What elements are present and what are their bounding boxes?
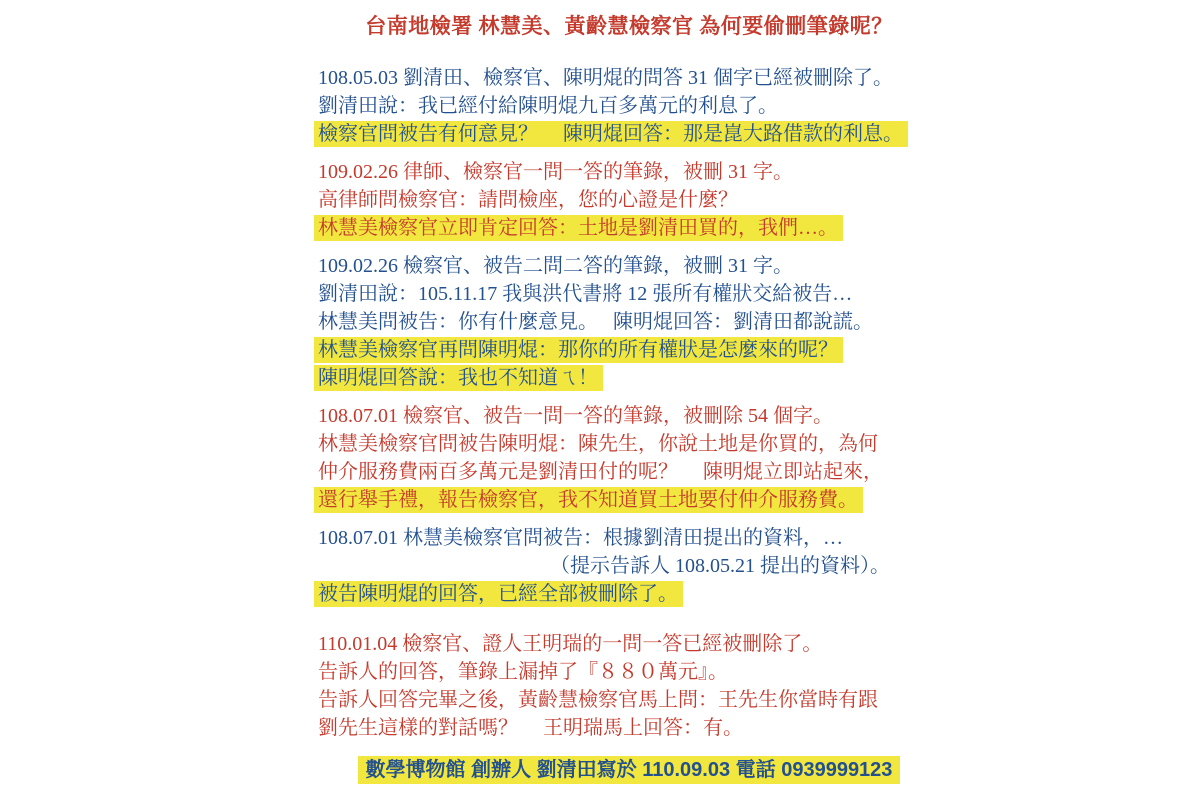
highlighted-text-line: 林慧美檢察官再問陳明焜：那你的所有權狀是怎麼來的呢？: [314, 337, 843, 363]
text-line: 110.01.04 檢察官、證人王明瑞的一問一答已經被刪除了。: [318, 633, 823, 655]
text-line-row: [318, 524, 940, 552]
paragraph-section: [318, 402, 940, 514]
document-body: [318, 64, 940, 742]
text-line-row: [318, 364, 940, 392]
text-line: 109.02.26 檢察官、被告二問二答的筆錄，被刪 31 字。: [318, 255, 793, 277]
text-line: 劉清田說：我已經付給陳明焜九百多萬元的利息了。: [318, 95, 778, 117]
text-line-row: [318, 252, 940, 280]
highlighted-text-line: 還行舉手禮，報告檢察官，我不知道買土地要付仲介服務費。: [314, 487, 863, 513]
text-line: 108.07.01 林慧美檢察官問被告：根據劉清田提出的資料，…: [318, 527, 843, 549]
highlighted-text-line: 林慧美檢察官立即肯定回答：土地是劉清田買的，我們…。: [314, 215, 843, 241]
text-line-row: [318, 552, 940, 580]
text-line: 林慧美問被告：你有什麼意見。 陳明焜回答：劉清田都說謊。: [318, 311, 873, 333]
text-line-row: [318, 580, 940, 608]
text-line: 劉先生這樣的對話嗎？ 王明瑞馬上回答：有。: [318, 717, 743, 739]
document-title: 台南地檢署 林慧美、黃齡慧檢察官 為何要偷刪筆錄呢？: [365, 14, 893, 38]
highlighted-text-line: 陳明焜回答說：我也不知道ㄟ！: [314, 365, 603, 391]
text-line: 林慧美檢察官問被告陳明焜：陳先生，你說土地是你買的，為何: [318, 433, 878, 455]
highlighted-text-line: 檢察官問被告有何意見？ 陳明焜回答：那是崑大路借款的利息。: [314, 121, 908, 147]
text-line-row: [318, 158, 940, 186]
paragraph-section: [318, 64, 940, 148]
scanned-document: [318, 0, 940, 800]
text-line-row: [318, 458, 940, 486]
text-line-row: [318, 186, 940, 214]
text-line-row: [318, 214, 940, 242]
text-line: 劉清田說：105.11.17 我與洪代書將 12 張所有權狀交給被告…: [318, 283, 853, 305]
footer-line: [318, 756, 940, 784]
text-line-row: [318, 280, 940, 308]
text-line-row: [318, 308, 940, 336]
paragraph-section: [318, 524, 940, 608]
text-line: 告訴人回答完畢之後，黃齡慧檢察官馬上問：王先生你當時有跟: [318, 689, 878, 711]
text-line-row: [318, 336, 940, 364]
text-line-row: [318, 686, 940, 714]
text-line-row: [318, 486, 940, 514]
text-line-row: [318, 714, 940, 742]
text-line-row: [318, 402, 940, 430]
text-line: 108.05.03 劉清田、檢察官、陳明焜的問答 31 個字已經被刪除了。: [318, 67, 893, 89]
paragraph-section: [318, 158, 940, 242]
text-line: 高律師問檢察官：請問檢座，您的心證是什麼？: [318, 189, 738, 211]
text-line-row: [318, 630, 940, 658]
highlighted-text-line: 被告陳明焜的回答，已經全部被刪除了。: [314, 581, 683, 607]
paragraph-section: [318, 252, 940, 392]
text-line: 仲介服務費兩百多萬元是劉清田付的呢？ 陳明焜立即站起來，: [318, 461, 883, 483]
text-line-row: [318, 92, 940, 120]
text-line: 108.07.01 檢察官、被告一問一答的筆錄，被刪除 54 個字。: [318, 405, 833, 427]
text-line: 109.02.26 律師、檢察官一問一答的筆錄，被刪 31 字。: [318, 161, 793, 183]
text-line-row: [318, 120, 940, 148]
text-line-row: [318, 430, 940, 458]
footer-text: 數學博物館 創辦人 劉清田寫於 110.09.03 電話 0939999123: [358, 756, 901, 784]
paragraph-section: [318, 630, 940, 742]
text-line: 告訴人的回答，筆錄上漏掉了『８８０萬元』。: [318, 661, 728, 683]
text-line: （提示告訴人 108.05.21 提出的資料）。: [550, 555, 890, 577]
text-line-row: [318, 64, 940, 92]
text-line-row: [318, 658, 940, 686]
